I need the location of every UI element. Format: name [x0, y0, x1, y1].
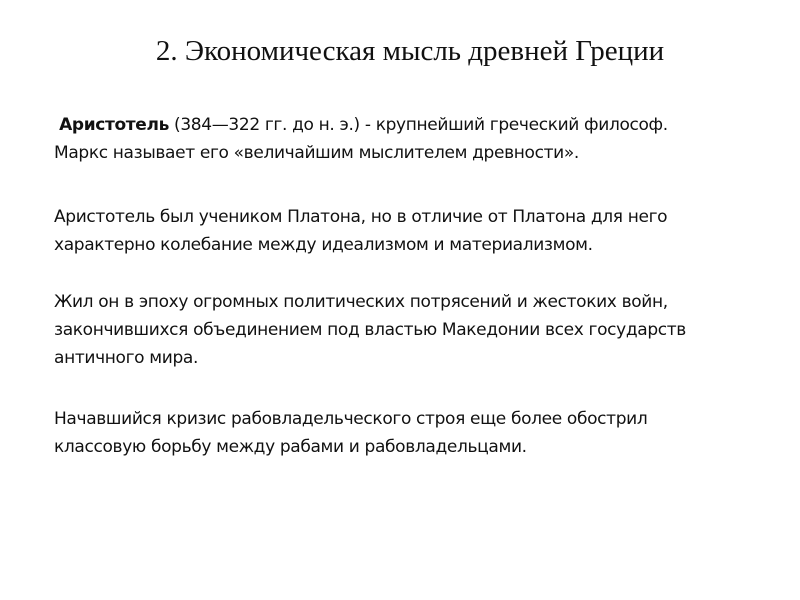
aristotle-dates-text: (384—322 гг. до н. э.) - крупнейший греческий философ. [169, 115, 668, 135]
paragraph-line [54, 111, 774, 139]
aristotle-name: Аристотель [59, 115, 169, 135]
paragraph-aristotle-intro [54, 111, 774, 167]
paragraph-line: закончившихся объединением под властью Македонии всех государств [54, 320, 686, 340]
paragraph-line: Начавшийся кризис рабовладельческого строя еще более обострил [54, 409, 648, 429]
paragraph-line: характерно колебание между идеализмом и материализмом. [54, 235, 593, 255]
paragraph-line: Аристотель был учеником Платона, но в отличие от Платона для него [54, 207, 668, 227]
paragraph-line: классовую борьбу между рабами и рабовладельцами. [54, 437, 527, 457]
paragraph-era [54, 288, 774, 372]
paragraph-slavery-crisis [54, 405, 774, 461]
paragraph-line: Жил он в эпоху огромных политических потрясений и жестоких войн, [54, 292, 668, 312]
paragraph-line: античного мира. [54, 348, 199, 368]
slide-title: 2. Экономическая мысль древней Греции [155, 35, 665, 67]
paragraph-plato-student [54, 203, 774, 259]
paragraph-line: Маркс называет его «величайшим мыслителем древности». [54, 143, 579, 163]
